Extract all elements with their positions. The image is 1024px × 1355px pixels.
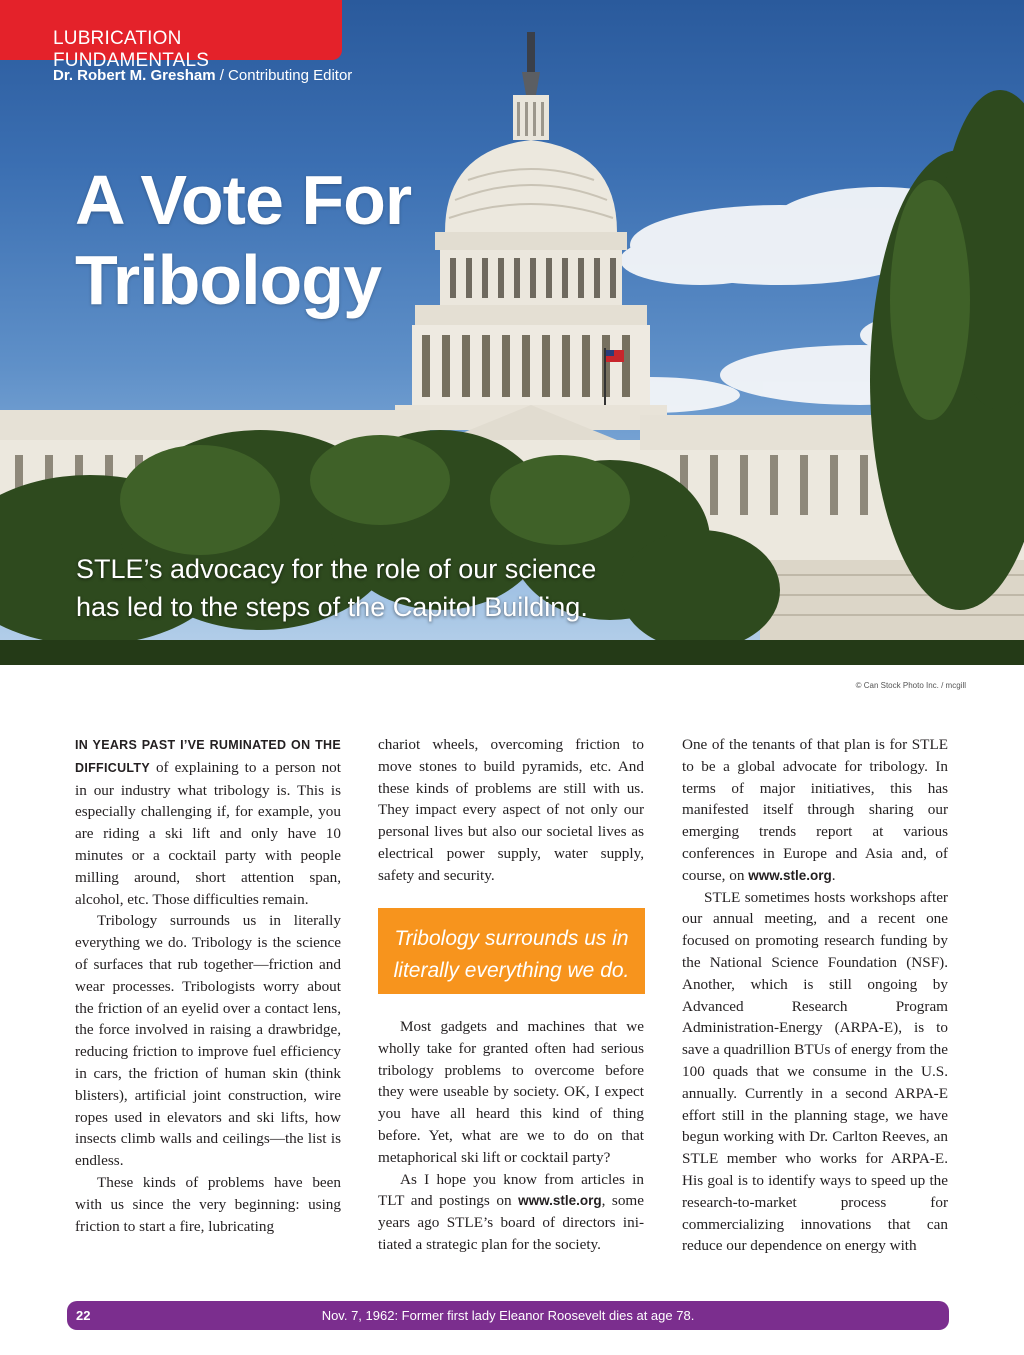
footer-bar <box>67 1301 949 1330</box>
paragraph: Most gadgets and machines that we wholly take for granted often had serious tribology problems to overcome before they were useable by society. OK, I expect you have all heard this kind of thing before. Yet, what are we to do on that metaphorical ski lift or cocktail party? <box>378 1018 644 1166</box>
paragraph-text: . <box>831 866 836 884</box>
article-deck <box>76 550 596 626</box>
article-column-2-continued <box>378 1016 644 1256</box>
section-label: LUBRICATION FUNDAMENTALS <box>53 28 210 71</box>
photo-credit: © Can Stock Photo Inc. / mcgill <box>855 681 966 690</box>
paragraph-text: , some years ago STLE’s board of directors initiated a strategic plan for the society. <box>378 1192 644 1253</box>
stle-link[interactable]: www.stle.org <box>748 867 832 883</box>
paragraph-text: One of the tenants of that plan is for STLE to be a global advocate for tribology. In terms of major initiatives, this has manifested itself through sharing our emerging trends report at various conferences in Europe and Asia and, of course, on <box>682 736 948 884</box>
pull-quote-line-2: literally everything we do. <box>393 959 630 982</box>
headline-line-2: Tribology <box>75 241 381 319</box>
paragraph-text: of explaining to a person not in our industry what tribology is. This is especially challenging if, for example, you are riding a ski lift and only have 10 minutes or a cocktail party with people milling around, short attention span, alcohol, etc. Those difficulties remain. <box>75 758 341 908</box>
paragraph: Tribology surrounds us in literally everything we do. Tribology is the science of surfaces that rub together—friction and wear processes. Tribologists worry about the friction of an eyelid over a contact lens, the force involved in raising a drawbridge, reducing friction to improve fuel efficiency in cars, the friction of human skin (think blisters), artificial joint construction, wire ropes used in elevators and ski lifts, how insects climb walls and ceilings—the list is endless. <box>75 912 341 1170</box>
headline-line-1: A Vote For <box>75 161 412 239</box>
paragraph-text: As I hope you know from articles in TLT and postings on <box>378 1170 644 1210</box>
article-column-1 <box>75 734 341 1237</box>
deck-line-1: STLE’s advocacy for the role of our science <box>76 554 597 584</box>
page-number: 22 <box>76 1308 91 1323</box>
paragraph <box>682 734 948 887</box>
article-column-3 <box>682 734 948 1257</box>
byline <box>53 67 352 84</box>
stle-link[interactable]: www.stle.org <box>518 1193 602 1209</box>
paragraph <box>378 1169 644 1256</box>
article-column-2 <box>378 734 644 887</box>
author-name: Dr. Robert M. Gresham <box>53 67 216 84</box>
pull-quote-line-1: Tribology surrounds us in <box>394 927 629 950</box>
paragraph: STLE sometimes hosts workshops after our annual meeting, and a recent one focused on promoting research funding by the National Science Foundation (NSF). Another, which is still ongoing by Advanced Research Program Administration-Energy (ARPA-E), is to save a quadrillion BTUs of energy from the 100 quads that we consume in the U.S. annually. Currently in a second ARPA-E effort still in the planning stage, we have begun working with Dr. Carlton Reeves, an STLE member who works for ARPA-E. His goal is to identify ways to speed up the research-to-market process for commercializing innovations that can reduce our dependence on energy with <box>682 888 948 1255</box>
section-label-tab <box>0 0 342 71</box>
lead-in: IN YEARS PAST I’VE RUMINATED ON THE DIFFICULTY <box>75 738 341 775</box>
paragraph <box>75 734 341 910</box>
paragraph: chariot wheels, overcoming friction to move stones to build pyramids, etc. And these kinds of problems are still with us. They impact every aspect of not only our personal lives but also our societal lives as electrical power supply, water supply, safety and security. <box>378 736 644 884</box>
hero-photo <box>0 0 1024 665</box>
article-headline <box>75 160 411 320</box>
deck-line-2: has led to the steps of the Capitol Building. <box>76 592 588 622</box>
pull-quote <box>378 908 645 994</box>
author-role: / Contributing Editor <box>219 67 353 84</box>
paragraph: These kinds of problems have been with us since the very beginning: using friction to start a fire, lubricating <box>75 1173 341 1235</box>
footer-historical-note: Nov. 7, 1962: Former first lady Eleanor Roosevelt dies at age 78. <box>321 1308 695 1323</box>
